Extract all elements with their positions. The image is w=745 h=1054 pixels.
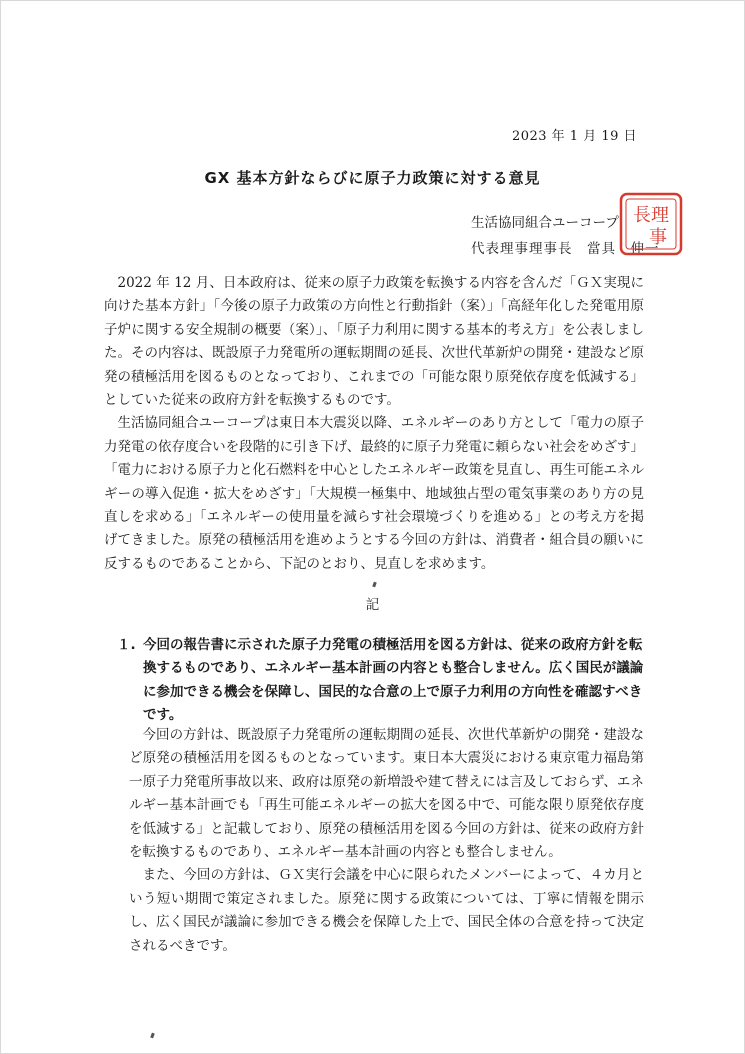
svg-text:事: 事 <box>649 227 667 248</box>
ki-heading: 記 <box>365 597 380 613</box>
official-seal-stamp <box>618 191 684 257</box>
intro-paragraph: 2022 年 12 月、日本政府は、従来の原子力政策を転換する内容を含んだ「ＧＸ実現に向けた基本方針」「今後の原子力政策の方向性と行動指針（案）」「高経年化した発電用原子炉に関する安全規制の概要（案）」、「原子力利用に関する基本的考え方」を公表しました。その内容は、既設原子力発電所の運転期間の延長、次世代革新炉の開発・建設など原発の積極活用を図るものとなっており、これまでの「可能な限り原発依存度を低減する」としていた従来の政府方針を転換するものです。 <box>104 275 644 409</box>
section-1-heading <box>117 634 645 728</box>
svg-text:長理: 長理 <box>633 205 669 226</box>
representative-name: 代表理事理事長 當具 伸一 <box>471 241 660 257</box>
section-number: １. <box>117 637 136 653</box>
introduction <box>104 272 644 576</box>
organization-name: 生活協同組合ユーコープ <box>471 215 619 231</box>
section-1-body <box>129 724 644 958</box>
intro-paragraph: 生活協同組合ユーコープは東日本大震災以降、エネルギーのあり方として「電力の原子力発電の依存度合いを段階的に引き下げ、最終的に原子力発電に頼らない社会をめざす」「電力における原子力と化石燃料を中心としたエネルギー政策を見直し、再生可能エネルギーの導入促進・拡大をめざす」「大規模一極集中、地域独占型の電気事業のあり方の見直しを求める」「エネルギーの使用量を減らす社会環境づくりを進める」との考え方を掲げてきました。原発の積極活用を進めようとする今回の方針は、消費者・組合員の願いに反するものであることから、下記のとおり、見直しを求めます。 <box>104 415 644 572</box>
section-paragraph: 今回の方針は、既設原子力発電所の運転期間の延長、次世代革新炉の開発・建設など原発の積極活用を図るものとなっています。東日本大震災における東京電力福島第一原子力発電所事故以来、政府は原発の新増設や建て替えには言及しておらず、エネルギー基本計画でも「再生可能エネルギーの拡大を図る中で、可能な限り原発依存度を低減する」と記載しており、原発の積極活用を図る今回の方針は、従来の政府方針を転換するものであり、エネルギー基本計画の内容とも整合しません。 <box>129 727 644 861</box>
document-date: 2023 年 1 月 19 日 <box>511 129 637 144</box>
section-heading-text: 今回の報告書に示された原子力発電の積極活用を図る方針は、従来の政府方針を転換するものであり、エネルギー基本計画の内容とも整合しません。広く国民が議論に参加できる機会を保障し、国民的な合意の上で原子力利用の方向性を確認すべきです。 <box>143 637 644 724</box>
document-title: GX 基本方針ならびに原子力政策に対する意見 <box>204 169 541 187</box>
section-paragraph: また、今回の方針は、ＧＸ実行会議を中心に限られたメンバーによって、４カ月という短い期間で策定されました。原発に関する政策については、丁寧に情報を開示し、広く国民が議論に参加できる機会を保障した上で、国民全体の合意を持って決定されるべきです。 <box>129 867 644 954</box>
scan-speck <box>150 1033 155 1039</box>
scan-speck <box>372 582 377 588</box>
